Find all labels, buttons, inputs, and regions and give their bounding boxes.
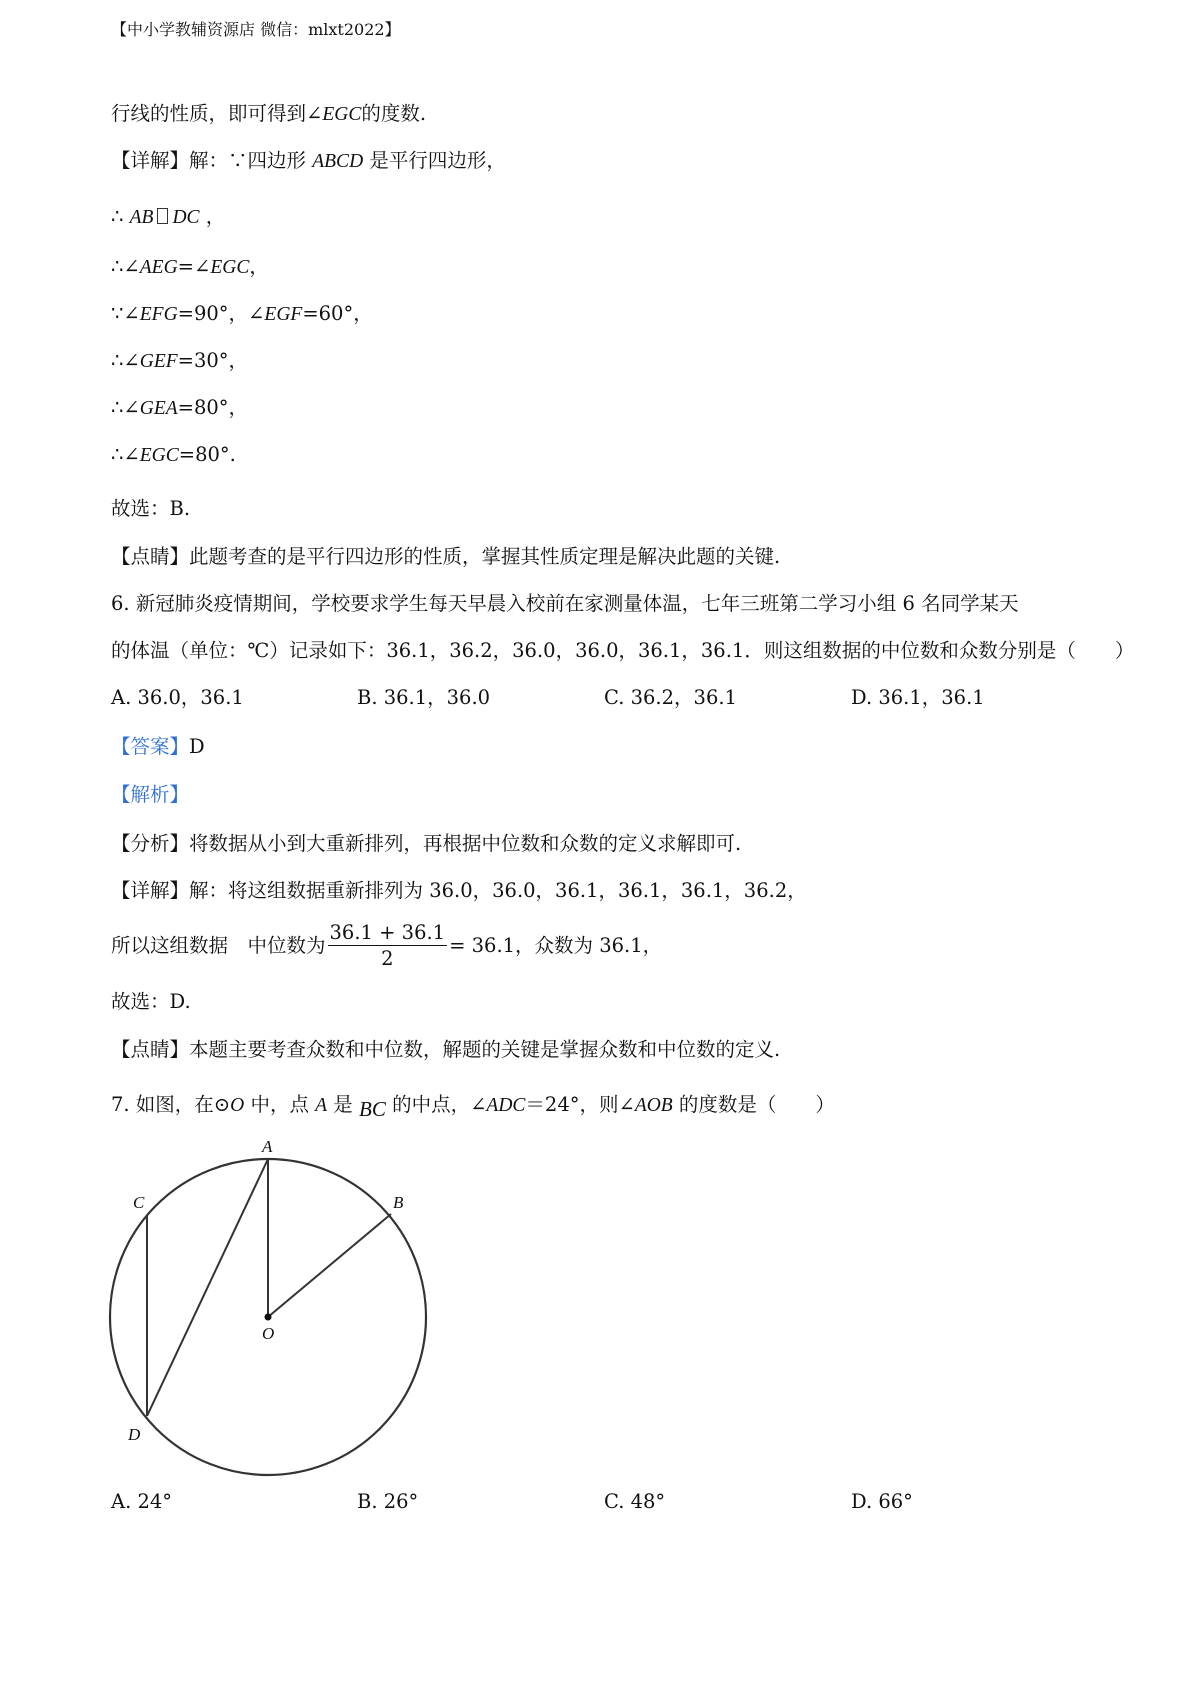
q5-comment: 【点睛】此题考查的是平行四边形的性质，掌握其性质定理是解决此题的关键. <box>111 545 781 568</box>
q6-analysis-tag: 【解析】 <box>111 783 190 806</box>
label-c: C <box>133 1193 145 1212</box>
q5-step-gef: ∴∠GEF=30°， <box>111 349 249 372</box>
arc-bc: BC <box>359 1097 386 1121</box>
q6-comment: 【点睛】本题主要考查众数和中位数，解题的关键是掌握众数和中位数的定义. <box>111 1038 781 1061</box>
q7-option-b: B. 26° <box>357 1490 419 1513</box>
page-header: 【中小学教辅资源店 微信：mlxt2022】 <box>111 20 401 39</box>
q5-step-gea: ∴∠GEA=80°， <box>111 396 249 419</box>
q5-step-egc: ∴∠EGC=80°. <box>111 443 236 466</box>
q5-choice: 故选：B. <box>111 497 191 520</box>
q7-option-d: D. 66° <box>851 1490 913 1513</box>
q6-stem-line2: 的体温（单位：℃）记录如下：36.1，36.2，36.0，36.0，36.1，36.1．则这组数据的中位数和众数分别是（ ） <box>111 639 1135 662</box>
label-d: D <box>128 1425 141 1444</box>
q7-stem: 7. 如图，在⊙O 中，点 A 是 BC 的中点，∠ADC＝24°，则∠AOB 的度数是（ ） <box>111 1093 835 1121</box>
circle-diagram <box>96 1130 456 1490</box>
radius-ob <box>268 1214 391 1317</box>
q7-option-c: C. 48° <box>604 1490 666 1513</box>
q6-option-a: A. 36.0，36.1 <box>111 686 244 709</box>
q5-step-parallel: ∴ AB DC ， <box>111 205 226 228</box>
q5-step-angle-equal: ∴∠AEG=∠EGC， <box>111 255 269 278</box>
q5-step-given: ∵∠EFG=90°，∠EGF=60°， <box>111 302 373 325</box>
q5-detail: 【详解】解：∵四边形 ABCD 是平行四边形， <box>111 149 506 172</box>
detail-tag: 【详解】 <box>111 149 190 172</box>
q5-continuation: 行线的性质，即可得到∠EGC的度数. <box>111 102 427 125</box>
answer-tag: 【答案】 <box>111 735 190 758</box>
q7-option-a: A. 24° <box>111 1490 173 1513</box>
q6-stem-line1: 6. 新冠肺炎疫情期间，学校要求学生每天早晨入校前在家测量体温，七年三班第二学习小组 6 名同学某天 <box>111 592 1019 615</box>
label-o: O <box>262 1324 275 1343</box>
q6-option-d: D. 36.1，36.1 <box>851 686 985 709</box>
q6-detail: 【详解】解：将这组数据重新排列为 36.0，36.0，36.1，36.1，36.1，36.2， <box>111 879 807 902</box>
q6-option-b: B. 36.1，36.0 <box>357 686 491 709</box>
q6-choice: 故选：D. <box>111 990 191 1013</box>
q6-option-c: C. 36.2，36.1 <box>604 686 737 709</box>
label-b: B <box>393 1193 404 1212</box>
center-point <box>265 1314 272 1321</box>
q6-answer: 【答案】D <box>111 735 205 758</box>
q6-fenxi: 【分析】将数据从小到大重新排列，再根据中位数和众数的定义求解即可. <box>111 832 742 855</box>
q6-median-formula: 所以这组数据 中位数为 $\frac{36.1 + 36.1}{2}$ = 36.1，众数为 36.1， <box>111 921 663 970</box>
parallel-symbol-box <box>157 208 168 224</box>
median-fraction: $\frac{36.1 + 36.1}{2}$ <box>329 921 446 970</box>
label-a: A <box>262 1137 273 1156</box>
